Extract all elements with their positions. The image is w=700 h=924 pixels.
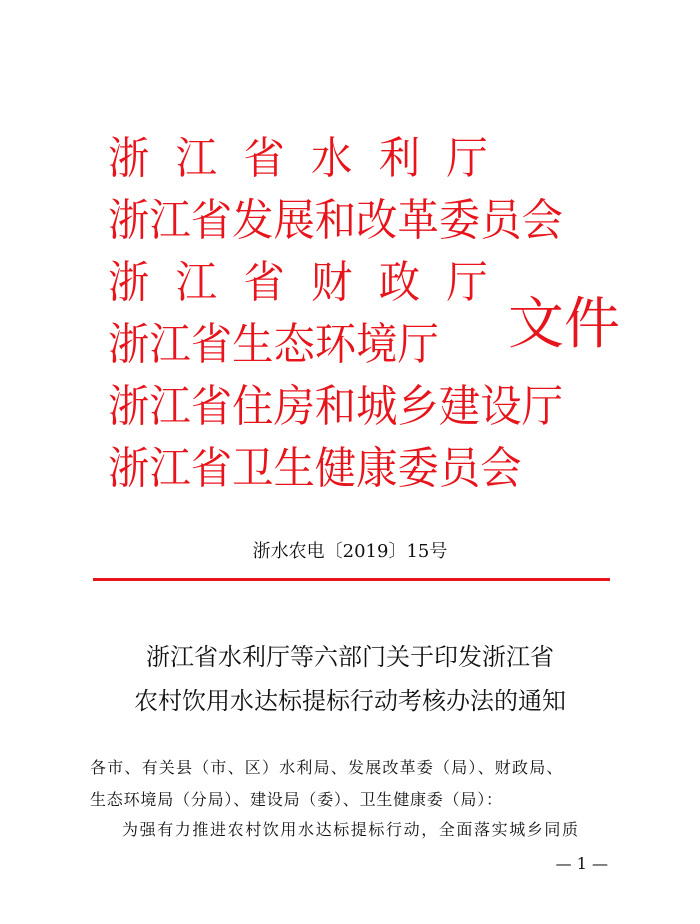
- addressee-line-1: 各市、有关县（市、区）水利局、发展改革委（局）、财政局、: [90, 758, 564, 777]
- document-title-line-1: 浙江省水利厅等六部门关于印发浙江省: [146, 643, 554, 671]
- document-title-line-2: 农村饮用水达标提标行动考核办法的通知: [134, 687, 566, 715]
- addressee-line-2: 生态环境局（分局）、建设局（委）、卫生健康委（局）：: [90, 790, 503, 809]
- agency-development-reform: 浙江省发展和改革委员会: [108, 195, 563, 246]
- agency-water-resources: 浙江省水利厅: [108, 133, 515, 184]
- agency-ecology-environment: 浙江省生态环境厅: [108, 319, 439, 370]
- body-paragraph-start: 为强有力推进农村饮用水达标提标行动，全面落实城乡同质: [122, 820, 580, 839]
- agency-housing-construction: 浙江省住房和城乡建设厅: [108, 381, 563, 432]
- issuing-authorities-header: [108, 130, 620, 510]
- red-divider-line: [93, 578, 610, 581]
- document-number: 浙水农电〔2019〕15号: [252, 541, 448, 562]
- document-type-label: 文件: [508, 292, 620, 357]
- agency-finance: 浙江省财政厅: [108, 257, 515, 308]
- agency-health: 浙江省卫生健康委员会: [108, 443, 522, 494]
- page-number: — 1 —: [555, 854, 608, 873]
